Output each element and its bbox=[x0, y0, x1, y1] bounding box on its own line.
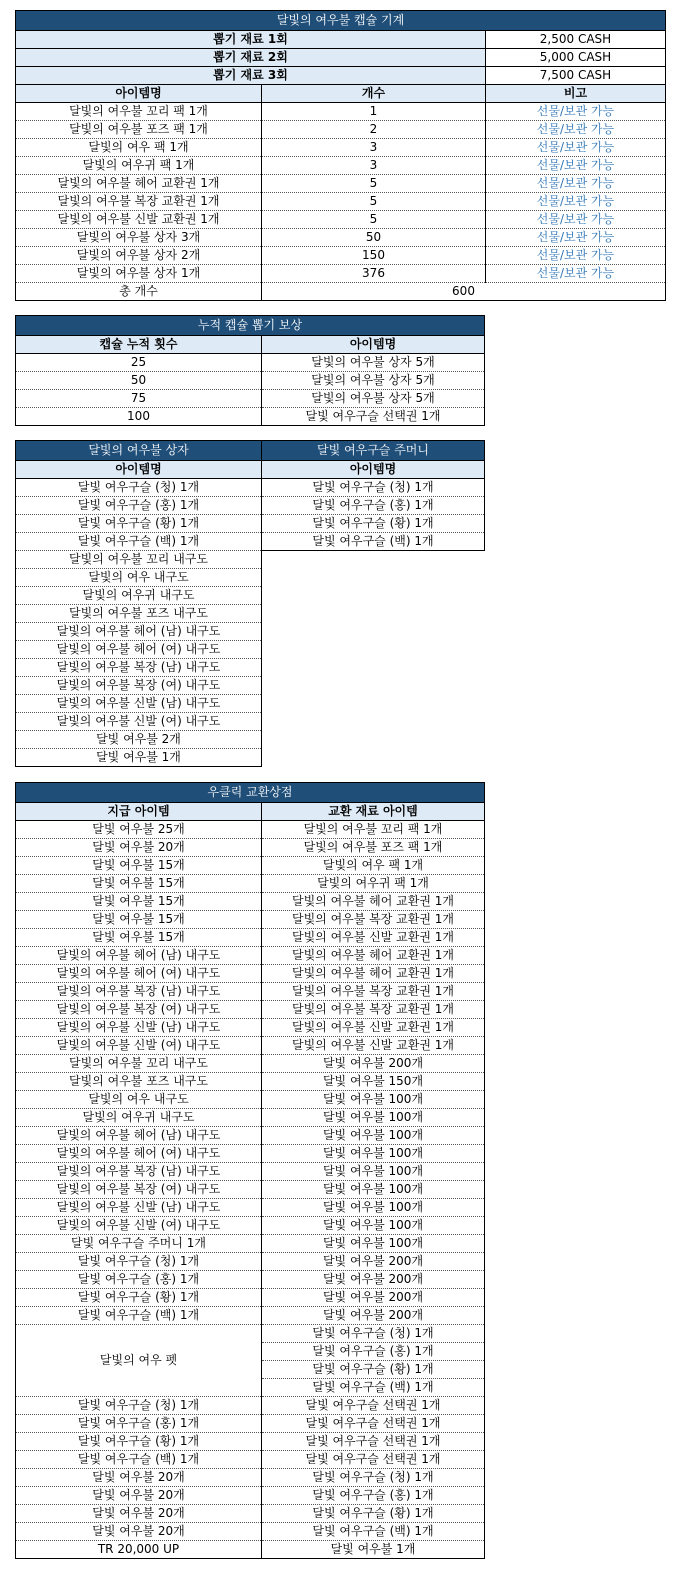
table-row bbox=[16, 1091, 485, 1109]
material-item: 달빛 여우불 200개 bbox=[262, 1289, 485, 1307]
give-item: 달빛의 여우불 포즈 내구도 bbox=[16, 1073, 262, 1091]
material-item: 달빛 여우불 100개 bbox=[262, 1163, 485, 1181]
price-label: 뽑기 재료 1회 bbox=[16, 31, 486, 49]
give-item: 달빛 여우구슬 (백) 1개 bbox=[16, 1307, 262, 1325]
item-name: 달빛의 여우 팩 1개 bbox=[16, 139, 262, 157]
pet-material-item: 달빛 여우구슬 (청) 1개 bbox=[262, 1325, 485, 1343]
material-item: 달빛 여우불 100개 bbox=[262, 1199, 485, 1217]
item-count: 376 bbox=[262, 265, 486, 283]
table-row bbox=[16, 569, 485, 587]
capsule-machine-title: 달빛의 여우불 캡슐 기계 bbox=[16, 11, 666, 31]
table-row bbox=[16, 175, 666, 193]
table-row bbox=[16, 139, 666, 157]
table-row bbox=[16, 1109, 485, 1127]
item-count: 1 bbox=[262, 103, 486, 121]
give-item: 달빛의 여우불 신발 (여) 내구도 bbox=[16, 1037, 262, 1055]
item-count: 5 bbox=[262, 175, 486, 193]
table-row bbox=[16, 893, 485, 911]
table-row bbox=[16, 1271, 485, 1289]
give-item: 달빛의 여우불 헤어 (남) 내구도 bbox=[16, 1127, 262, 1145]
table-row bbox=[16, 965, 485, 983]
reward-count: 100 bbox=[16, 408, 262, 426]
price-value: 5,000 CASH bbox=[486, 49, 666, 67]
material-item: 달빛의 여우불 복장 교환권 1개 bbox=[262, 911, 485, 929]
empty-cell bbox=[262, 587, 485, 605]
exchange-shop-table bbox=[15, 782, 485, 1559]
item-name: 달빛의 여우불 복장 교환권 1개 bbox=[16, 193, 262, 211]
item-note: 선물/보관 가능 bbox=[486, 157, 666, 175]
item-name: 달빛의 여우불 헤어 교환권 1개 bbox=[16, 175, 262, 193]
item-count: 3 bbox=[262, 139, 486, 157]
give-item: 달빛 여우불 15개 bbox=[16, 929, 262, 947]
box-contents-table bbox=[15, 440, 485, 767]
box-item: 달빛의 여우불 복장 (남) 내구도 bbox=[16, 659, 262, 677]
give-item: TR 20,000 UP bbox=[16, 1541, 262, 1559]
box-item: 달빛의 여우불 복장 (여) 내구도 bbox=[16, 677, 262, 695]
give-item: 달빛 여우구슬 (홍) 1개 bbox=[16, 1415, 262, 1433]
give-item: 달빛의 여우불 복장 (여) 내구도 bbox=[16, 1001, 262, 1019]
material-item: 달빛 여우불 100개 bbox=[262, 1217, 485, 1235]
total-value: 600 bbox=[262, 283, 666, 301]
price-value: 2,500 CASH bbox=[486, 31, 666, 49]
item-name: 달빛의 여우불 포즈 팩 1개 bbox=[16, 121, 262, 139]
item-name: 달빛의 여우불 상자 3개 bbox=[16, 229, 262, 247]
material-item: 달빛 여우구슬 선택권 1개 bbox=[262, 1397, 485, 1415]
table-row bbox=[16, 1073, 485, 1091]
pet-material-item: 달빛 여우구슬 (황) 1개 bbox=[262, 1361, 485, 1379]
box-item: 달빛 여우불 1개 bbox=[16, 749, 262, 767]
give-item: 달빛의 여우불 헤어 (여) 내구도 bbox=[16, 965, 262, 983]
item-note: 선물/보관 가능 bbox=[486, 139, 666, 157]
empty-cell bbox=[262, 677, 485, 695]
material-item: 달빛 여우구슬 선택권 1개 bbox=[262, 1415, 485, 1433]
table-row bbox=[16, 983, 485, 1001]
material-item: 달빛 여우불 100개 bbox=[262, 1127, 485, 1145]
item-count: 3 bbox=[262, 157, 486, 175]
give-item: 달빛 여우불 15개 bbox=[16, 875, 262, 893]
material-item: 달빛 여우불 100개 bbox=[262, 1235, 485, 1253]
material-item: 달빛 여우불 200개 bbox=[262, 1271, 485, 1289]
pet-material-item: 달빛 여우구슬 (홍) 1개 bbox=[262, 1343, 485, 1361]
item-note: 선물/보관 가능 bbox=[486, 211, 666, 229]
table-row bbox=[16, 1487, 485, 1505]
empty-cell bbox=[262, 731, 485, 749]
cumulative-reward-table bbox=[15, 315, 485, 426]
item-name: 달빛의 여우불 꼬리 팩 1개 bbox=[16, 103, 262, 121]
table-row bbox=[16, 713, 485, 731]
reward-item: 달빛의 여우불 상자 5개 bbox=[262, 372, 485, 390]
box-item: 달빛의 여우불 헤어 (여) 내구도 bbox=[16, 641, 262, 659]
box-item: 달빛 여우구슬 (황) 1개 bbox=[16, 515, 262, 533]
material-item: 달빛 여우불 200개 bbox=[262, 1307, 485, 1325]
table-row bbox=[16, 497, 485, 515]
give-item: 달빛 여우구슬 주머니 1개 bbox=[16, 1235, 262, 1253]
empty-cell bbox=[262, 569, 485, 587]
header-row bbox=[16, 85, 666, 103]
table-row bbox=[16, 211, 666, 229]
box-item: 달빛의 여우 내구도 bbox=[16, 569, 262, 587]
item-count: 150 bbox=[262, 247, 486, 265]
give-item: 달빛의 여우불 꼬리 내구도 bbox=[16, 1055, 262, 1073]
table-row bbox=[16, 605, 485, 623]
header-row bbox=[16, 336, 485, 354]
table-row bbox=[16, 623, 485, 641]
item-note: 선물/보관 가능 bbox=[486, 247, 666, 265]
column-header: 개수 bbox=[262, 85, 486, 103]
table-row bbox=[16, 1019, 485, 1037]
column-header: 아이템명 bbox=[16, 461, 262, 479]
give-item: 달빛 여우불 20개 bbox=[16, 1487, 262, 1505]
capsule-machine-table bbox=[15, 10, 666, 301]
material-item: 달빛 여우불 100개 bbox=[262, 1091, 485, 1109]
table-row bbox=[16, 1253, 485, 1271]
column-header: 캡슐 누적 횟수 bbox=[16, 336, 262, 354]
box-item: 달빛의 여우귀 내구도 bbox=[16, 587, 262, 605]
empty-cell bbox=[262, 623, 485, 641]
item-note: 선물/보관 가능 bbox=[486, 103, 666, 121]
table-row bbox=[16, 677, 485, 695]
reward-item: 달빛의 여우불 상자 5개 bbox=[262, 390, 485, 408]
table-row bbox=[16, 515, 485, 533]
total-label: 총 개수 bbox=[16, 283, 262, 301]
material-item: 달빛의 여우불 복장 교환권 1개 bbox=[262, 1001, 485, 1019]
table-row bbox=[16, 1415, 485, 1433]
give-item: 달빛의 여우불 신발 (남) 내구도 bbox=[16, 1019, 262, 1037]
give-item: 달빛 여우불 20개 bbox=[16, 1505, 262, 1523]
give-item: 달빛의 여우불 복장 (남) 내구도 bbox=[16, 983, 262, 1001]
empty-cell bbox=[262, 659, 485, 677]
table-row bbox=[16, 1433, 485, 1451]
header-row bbox=[16, 461, 485, 479]
price-row bbox=[16, 31, 666, 49]
table-row bbox=[16, 659, 485, 677]
material-item: 달빛 여우불 100개 bbox=[262, 1181, 485, 1199]
price-row bbox=[16, 67, 666, 85]
table-row bbox=[16, 1397, 485, 1415]
table-row bbox=[16, 408, 485, 426]
box-item: 달빛의 여우불 포즈 내구도 bbox=[16, 605, 262, 623]
give-item: 달빛의 여우불 신발 (여) 내구도 bbox=[16, 1217, 262, 1235]
item-note: 선물/보관 가능 bbox=[486, 175, 666, 193]
material-item: 달빛의 여우귀 팩 1개 bbox=[262, 875, 485, 893]
table-row bbox=[16, 1163, 485, 1181]
table-row bbox=[16, 372, 485, 390]
table-row bbox=[16, 929, 485, 947]
table-row bbox=[16, 1289, 485, 1307]
give-item: 달빛의 여우불 복장 (여) 내구도 bbox=[16, 1181, 262, 1199]
table-row bbox=[16, 390, 485, 408]
material-item: 달빛 여우구슬 (청) 1개 bbox=[262, 1469, 485, 1487]
give-item: 달빛 여우불 15개 bbox=[16, 857, 262, 875]
table-row bbox=[16, 1217, 485, 1235]
material-item: 달빛의 여우불 신발 교환권 1개 bbox=[262, 929, 485, 947]
column-header: 아이템명 bbox=[16, 85, 262, 103]
item-count: 2 bbox=[262, 121, 486, 139]
table-row bbox=[16, 1325, 485, 1343]
price-label: 뽑기 재료 3회 bbox=[16, 67, 486, 85]
table-row bbox=[16, 247, 666, 265]
box-item: 달빛 여우구슬 (홍) 1개 bbox=[16, 497, 262, 515]
table-row bbox=[16, 1451, 485, 1469]
give-item: 달빛 여우구슬 (청) 1개 bbox=[16, 1397, 262, 1415]
item-name: 달빛의 여우불 상자 2개 bbox=[16, 247, 262, 265]
table-row bbox=[16, 229, 666, 247]
table-row bbox=[16, 1199, 485, 1217]
box-item: 달빛의 여우불 꼬리 내구도 bbox=[16, 551, 262, 569]
table-row bbox=[16, 875, 485, 893]
pet-material-item: 달빛 여우구슬 (백) 1개 bbox=[262, 1379, 485, 1397]
price-value: 7,500 CASH bbox=[486, 67, 666, 85]
material-item: 달빛의 여우불 꼬리 팩 1개 bbox=[262, 821, 485, 839]
column-header: 아이템명 bbox=[262, 336, 485, 354]
give-item: 달빛 여우구슬 (청) 1개 bbox=[16, 1253, 262, 1271]
material-item: 달빛의 여우 팩 1개 bbox=[262, 857, 485, 875]
material-item: 달빛 여우구슬 (황) 1개 bbox=[262, 1505, 485, 1523]
table-row bbox=[16, 121, 666, 139]
material-item: 달빛 여우불 1개 bbox=[262, 1541, 485, 1559]
give-item: 달빛의 여우불 신발 (남) 내구도 bbox=[16, 1199, 262, 1217]
material-item: 달빛 여우불 200개 bbox=[262, 1055, 485, 1073]
table-row bbox=[16, 839, 485, 857]
material-item: 달빛의 여우불 포즈 팩 1개 bbox=[262, 839, 485, 857]
box-item: 달빛 여우구슬 (백) 1개 bbox=[16, 533, 262, 551]
give-item: 달빛 여우구슬 (황) 1개 bbox=[16, 1289, 262, 1307]
empty-cell bbox=[262, 695, 485, 713]
box-item: 달빛 여우구슬 (청) 1개 bbox=[16, 479, 262, 497]
item-name: 달빛의 여우불 신발 교환권 1개 bbox=[16, 211, 262, 229]
price-label: 뽑기 재료 2회 bbox=[16, 49, 486, 67]
item-note: 선물/보관 가능 bbox=[486, 121, 666, 139]
material-item: 달빛 여우구슬 (홍) 1개 bbox=[262, 1487, 485, 1505]
give-item: 달빛 여우불 20개 bbox=[16, 1523, 262, 1541]
item-count: 5 bbox=[262, 193, 486, 211]
pet-give-item: 달빛의 여우 펫 bbox=[16, 1325, 262, 1397]
item-note: 선물/보관 가능 bbox=[486, 229, 666, 247]
table-row bbox=[16, 354, 485, 372]
give-item: 달빛의 여우불 복장 (남) 내구도 bbox=[16, 1163, 262, 1181]
empty-cell bbox=[262, 551, 485, 569]
empty-cell bbox=[262, 713, 485, 731]
box-item: 달빛의 여우불 신발 (남) 내구도 bbox=[16, 695, 262, 713]
item-count: 50 bbox=[262, 229, 486, 247]
give-item: 달빛 여우불 20개 bbox=[16, 839, 262, 857]
reward-count: 50 bbox=[16, 372, 262, 390]
column-header: 비고 bbox=[486, 85, 666, 103]
item-name: 달빛의 여우불 상자 1개 bbox=[16, 265, 262, 283]
material-item: 달빛의 여우불 헤어 교환권 1개 bbox=[262, 965, 485, 983]
empty-cell bbox=[262, 605, 485, 623]
table-row bbox=[16, 1523, 485, 1541]
table-row bbox=[16, 479, 485, 497]
table-row bbox=[16, 157, 666, 175]
material-item: 달빛 여우불 100개 bbox=[262, 1145, 485, 1163]
give-item: 달빛 여우구슬 (홍) 1개 bbox=[16, 1271, 262, 1289]
table-row bbox=[16, 857, 485, 875]
item-note: 선물/보관 가능 bbox=[486, 193, 666, 211]
give-item: 달빛 여우불 25개 bbox=[16, 821, 262, 839]
column-header: 교환 재료 아이템 bbox=[262, 803, 485, 821]
column-header: 지급 아이템 bbox=[16, 803, 262, 821]
box-item: 달빛 여우불 2개 bbox=[16, 731, 262, 749]
table-row bbox=[16, 695, 485, 713]
reward-count: 75 bbox=[16, 390, 262, 408]
table-row bbox=[16, 1505, 485, 1523]
exchange-shop-title: 우클릭 교환상점 bbox=[16, 783, 485, 803]
item-note: 선물/보관 가능 bbox=[486, 265, 666, 283]
material-item: 달빛의 여우불 헤어 교환권 1개 bbox=[262, 893, 485, 911]
table-row bbox=[16, 265, 666, 283]
material-item: 달빛 여우구슬 선택권 1개 bbox=[262, 1451, 485, 1469]
box-item: 달빛의 여우불 헤어 (남) 내구도 bbox=[16, 623, 262, 641]
give-item: 달빛 여우구슬 (황) 1개 bbox=[16, 1433, 262, 1451]
reward-item: 달빛 여우구슬 선택권 1개 bbox=[262, 408, 485, 426]
material-item: 달빛 여우불 100개 bbox=[262, 1109, 485, 1127]
table-row bbox=[16, 533, 485, 551]
table-row bbox=[16, 1541, 485, 1559]
material-item: 달빛 여우불 200개 bbox=[262, 1253, 485, 1271]
material-item: 달빛 여우불 150개 bbox=[262, 1073, 485, 1091]
header-row bbox=[16, 803, 485, 821]
pouch-item: 달빛 여우구슬 (홍) 1개 bbox=[262, 497, 485, 515]
material-item: 달빛 여우구슬 (백) 1개 bbox=[262, 1523, 485, 1541]
give-item: 달빛 여우구슬 (백) 1개 bbox=[16, 1451, 262, 1469]
material-item: 달빛의 여우불 신발 교환권 1개 bbox=[262, 1037, 485, 1055]
table-row bbox=[16, 1037, 485, 1055]
table-row bbox=[16, 1127, 485, 1145]
table-row bbox=[16, 1001, 485, 1019]
give-item: 달빛의 여우불 헤어 (남) 내구도 bbox=[16, 947, 262, 965]
pouch-item: 달빛 여우구슬 (백) 1개 bbox=[262, 533, 485, 551]
table-row bbox=[16, 641, 485, 659]
table-row bbox=[16, 821, 485, 839]
price-row bbox=[16, 49, 666, 67]
empty-cell bbox=[262, 641, 485, 659]
item-count: 5 bbox=[262, 211, 486, 229]
item-name: 달빛의 여우귀 팩 1개 bbox=[16, 157, 262, 175]
give-item: 달빛의 여우 내구도 bbox=[16, 1091, 262, 1109]
give-item: 달빛의 여우귀 내구도 bbox=[16, 1109, 262, 1127]
table-row bbox=[16, 1055, 485, 1073]
table-row bbox=[16, 1307, 485, 1325]
empty-cell bbox=[262, 749, 485, 767]
table-row bbox=[16, 1145, 485, 1163]
table-row bbox=[16, 911, 485, 929]
give-item: 달빛의 여우불 헤어 (여) 내구도 bbox=[16, 1145, 262, 1163]
give-item: 달빛 여우불 15개 bbox=[16, 893, 262, 911]
total-row bbox=[16, 283, 666, 301]
table-row bbox=[16, 587, 485, 605]
table-row bbox=[16, 1235, 485, 1253]
table-row bbox=[16, 193, 666, 211]
reward-count: 25 bbox=[16, 354, 262, 372]
pouch-item: 달빛 여우구슬 (청) 1개 bbox=[262, 479, 485, 497]
box-item: 달빛의 여우불 신발 (여) 내구도 bbox=[16, 713, 262, 731]
reward-item: 달빛의 여우불 상자 5개 bbox=[262, 354, 485, 372]
material-item: 달빛의 여우불 신발 교환권 1개 bbox=[262, 1019, 485, 1037]
table-row bbox=[16, 103, 666, 121]
material-item: 달빛의 여우불 헤어 교환권 1개 bbox=[262, 947, 485, 965]
table-row bbox=[16, 749, 485, 767]
pouch-item: 달빛 여우구슬 (황) 1개 bbox=[262, 515, 485, 533]
cumulative-reward-title: 누적 캡슐 뽑기 보상 bbox=[16, 316, 485, 336]
material-item: 달빛 여우구슬 선택권 1개 bbox=[262, 1433, 485, 1451]
table-row bbox=[16, 551, 485, 569]
material-item: 달빛의 여우불 복장 교환권 1개 bbox=[262, 983, 485, 1001]
fox-box-title: 달빛의 여우불 상자 bbox=[16, 441, 262, 461]
table-row bbox=[16, 947, 485, 965]
give-item: 달빛 여우불 15개 bbox=[16, 911, 262, 929]
column-header: 아이템명 bbox=[262, 461, 485, 479]
table-row bbox=[16, 731, 485, 749]
table-row bbox=[16, 1469, 485, 1487]
table-row bbox=[16, 1181, 485, 1199]
orb-pouch-title: 달빛 여우구슬 주머니 bbox=[262, 441, 485, 461]
give-item: 달빛 여우불 20개 bbox=[16, 1469, 262, 1487]
